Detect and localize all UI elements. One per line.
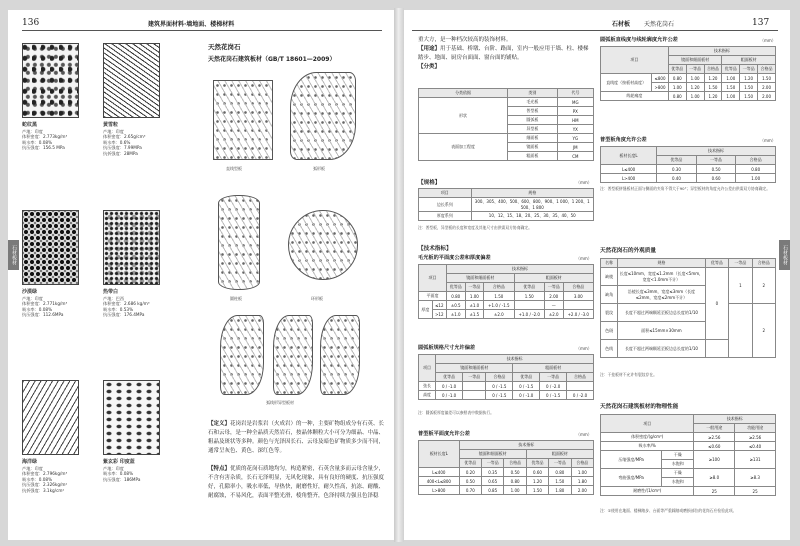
arc-sketch (273, 315, 313, 395)
page-number: 137 (752, 18, 770, 28)
swatch-caption: 蛇纹黑 产地：印度 体积密度：2.773kg/m³ 吸水率：0.08% 抗压强度：156.5 MPa (22, 122, 68, 151)
table-note: 注：干挂板材不允许有裂纹存在。 (600, 372, 657, 377)
appearance-table: 名称 规格 优等品 一等品 合格品 缺棱 长度≤10mm，宽度≤1.2mm（长度<5mm，宽度<1.0mm不计） 0 1 2 缺角 沿棱长度≤3mm，宽度≤3mm（长度≤2mm，宽度≤2mm不计） 裂纹 长度不超过两端顺延至板边总长度的1/10 2 色斑 面积≤15mm×30mm 色线 长度不超过两端顺延至板边总长度的1/10 (600, 258, 776, 358)
sketch-caption: 弧形板 (313, 166, 325, 171)
stone-swatch (103, 380, 160, 455)
page-number: 136 (22, 18, 40, 28)
stone-swatch (22, 43, 79, 118)
angle-tolerance-table: 板材长度L 技术指标 优等品 一等品 合格品 L≤400 0.30 0.50 0.80 L>400 0.40 0.60 1.00 (600, 146, 776, 183)
table-title: 圆弧板规格尺寸允许偏差 (418, 345, 476, 351)
table-title: 普型板平面度允许公差 (418, 431, 470, 437)
spec-table: 项目 规格 边长系列 300、305、400、500、600、800、900、1 000、1 200、1 500、1 800 厚度系列 10、12、15、18、20、25、30、35、40、50 (418, 188, 594, 221)
unit-label: （mm） (760, 38, 776, 43)
definition-paragraph: 【定义】花岗岩是岩浆岩（火成岩）的一种，主要矿物组成分有石英、长石和云母，是一种全晶质天然岩石，按晶体颗粒大小可分为细晶、中晶、粗晶及斑状等多种。颜色与光泽因长石、云母及暗色矿物质多少而不同，通常呈灰色、黄色、深红色等。 (208, 421, 385, 454)
table-title: 普型板角度允许公差 (600, 137, 647, 143)
arc-deviation-table: 项目 技术指标 镜面和细面板材 粗面板材 优等品 一等品 合格品 优等品 一等品 合格品 弦长 0 / -1.0 0 / -1.5 0 / -1.5 0 / -2.0 高度 0 / -1.0 0 / -1.5 0 / -1.0 0 / -1.5 0 / -2.0 (418, 354, 594, 400)
column-sketch (218, 195, 260, 290)
swatch-caption: 黄雪粒 产地：印度 体积密度：2.65g/cm³ 吸水率：0.6% 抗压强度：7.99MPa 抗折强度：28MPa (103, 122, 146, 156)
unit-label: （mm） (576, 180, 592, 185)
feature-paragraph: 【特点】优质的花岗石质地均匀，构造紧密，石英含量多而云母含量少，不含有害杂质，长石无泽明显，无风化现象，具有良好的硬度、抗压强度好，孔隙率小，吸水率低，导热快，耐磨性好，耐久性高，抗冻、耐酸、耐腐蚀，不易风化，表面平整光滑，棱角整齐，色泽持续力强且色泽稳 (208, 466, 385, 499)
left-page (8, 10, 394, 540)
swatch-caption: 紫玄彩 印度蓝 产地：印度 吸水率：0.08% 抗压强度：186MPa (103, 459, 141, 482)
arc-sketch (320, 315, 360, 395)
unit-label: （mm） (576, 346, 592, 351)
ring-sketch (288, 210, 358, 280)
sketch-caption: 直线型板 (226, 166, 242, 171)
unit-label: （mm） (576, 432, 592, 437)
header-rule (412, 30, 778, 31)
running-subheader: 天然花岗石 (644, 21, 675, 28)
intro-paragraph: 重大方，是一种档次较高的装饰材料。 【用途】用于基础、桥墩、台阶、路面，室内一般应用于墙、柱、楼梯踏步、地面、厨房台面面、窗台面的铺贴。 【分类】 (418, 37, 589, 70)
stone-swatch (103, 43, 160, 118)
running-header: 建筑界面材料·墙地面、楼梯材料 (148, 21, 235, 28)
sketch-caption: 环形板 (311, 296, 323, 301)
stone-swatch (103, 210, 160, 285)
swatch-caption: 海洋绿 产地：印度 体积密度：2.796kg/m³ 吸水率：0.08% 抗压强度：2.326kg/m² 抗折强度：3.1kg/cm² (22, 459, 68, 493)
section-title: 天然花岗石建筑板材（GB/T 18601—2009） (208, 56, 336, 63)
swatch-caption: 沙漠绿 产地：印度 体积密度：2.771kg/m³ 吸水率：0.08% 抗压强度：112.6MPa (22, 289, 68, 318)
flatness-table: 项目 技术指标 镜面和细面板材 粗面板材 优等品 一等品 合格品 优等品 一等品 合格品 平面度 0.80 1.00 1.50 1.50 2.00 3.00 厚度 ≤12 ±0.5 ±1.0 +1.0 / -1.5 — >12 ±1.0 ±1.5 ±2.0 +1.0 / -2.0 ±2.0 +2.0 / -3.0 (418, 264, 594, 319)
running-header: 石材板 (612, 21, 631, 28)
table-title: 天然花岗石建筑板材的物理性能 (600, 404, 679, 410)
physical-properties-table: 项目 技术指标 一般用途 功能用途 体积密度/(g/cm³) ≥2.56 ≥2.56 吸水率/% ≤0.60 ≤0.40 压缩强度/MPa 干燥 ≥100 ≥131 水饱和 弯曲强度/MPa 干燥 ≥8.0 ≥8.3 水饱和 耐磨性/(1/cm³) 25 25 (600, 414, 776, 496)
table-title: 天然花岗石的外观质量 (600, 248, 656, 254)
flatness-tolerance-table: 板材长度L 技术指标 镜面和细面板材 粗面板材 优等品 一等品 合格品 优等品 一等品 合格品 L≤400 0.20 0.35 0.50 0.60 0.80 1.00 400<L≤800 0.50 0.65 0.80 1.20 1.50 1.80 L>800 0.70 0.85 1.00 1.50 1.80 2.00 (418, 440, 594, 495)
sketch-caption: 圆柱板 (230, 296, 242, 301)
unit-label: （mm） (576, 256, 592, 261)
right-page (404, 10, 790, 540)
curved-slab-sketch (290, 72, 356, 160)
stone-swatch (22, 210, 79, 285)
flat-slab-sketch (213, 80, 273, 160)
arc-sketch (220, 315, 264, 395)
table-title: 圆弧板直线度与线轮廓度允许公差 (600, 37, 678, 43)
chapter-tab: 石材板材 (8, 240, 19, 270)
tech-label: 【技术指标】 (418, 246, 452, 252)
arc-straightness-table: 项目 技术指标 镜面和细面板材 粗面板材 优等品 一等品 合格品 优等品 一等品 合格品 直线度（按板材高度） ≤800 0.80 1.00 1.20 1.00 1.20 1.50 >800 1.00 1.20 1.50 1.50 1.50 2.00 线轮廓度 0.80 1.00 1.20 1.00 1.50 2.00 (600, 46, 776, 101)
table-note: 注：普型板拼缝板材正面与侧面的夹角不得大于90°；异型板材的角度允许公差由供需双方协商确定。 (600, 186, 770, 191)
spec-label: 【规格】 (418, 180, 441, 186)
table-note: 注：圆弧板厚度偏差可以参照表中数据执行。 (418, 410, 494, 415)
table-note: 注：①使用在地面、楼梯踏步、台面等严重踩踏或磨损部位的花岗石应检验此项。 (600, 508, 737, 513)
stone-swatch (22, 380, 79, 455)
sketch-caption: 弧线形异型板材 (266, 400, 294, 405)
classification-table: 分类依据 类别 代号 形状 毛光板 MG 普型板 PX 圆弧板 HM 异型板 YX 表面加工程度 细面板 YG 镜面板 JM 粗面板 CM (418, 88, 594, 161)
section-heading: 天然花岗石 (208, 43, 241, 51)
header-rule (22, 30, 382, 31)
book-gutter (394, 8, 404, 542)
table-title: 毛光板的平面度公差和厚度偏差 (418, 255, 491, 261)
table-note: 注：普型板，异型板的长度和宽度及其他尺寸由供需双方协商确定。 (418, 225, 532, 230)
unit-label: （mm） (760, 138, 776, 143)
swatch-caption: 热带白 产地：巴西 体积密度：2.686 kg/m³ 吸水率：0.53% 抗压强度：176.4MPa (103, 289, 150, 318)
chapter-tab: 石材板材 (779, 240, 790, 270)
